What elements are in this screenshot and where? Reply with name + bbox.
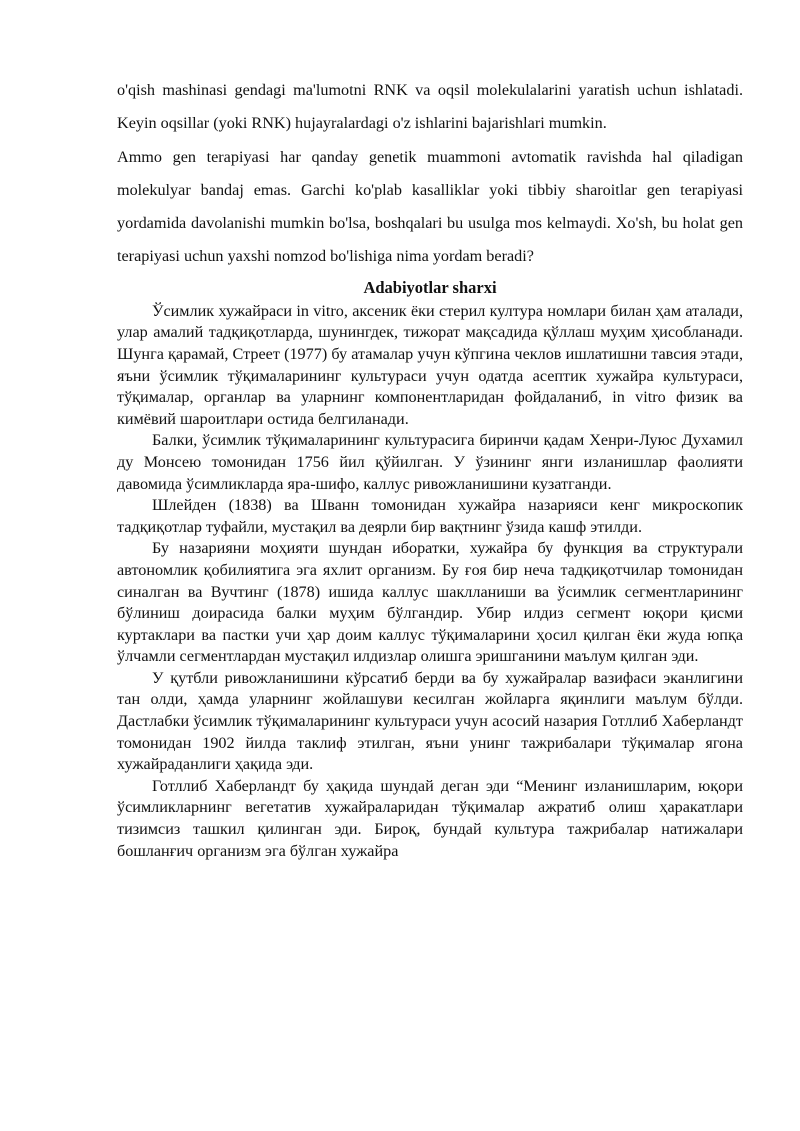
- document-page: [117, 74, 743, 862]
- review-paragraph-2: Балки, ўсимлик тўқималарининг культурасига биринчи қадам Хенри-Луюс Духамил ду Монсею томонидан 1756 йил қўйилган. У ўзининг янги изланишлар фаолияти давомида ўсимликларда яра-шифо, каллус ривожланишини кузатганди.: [117, 431, 743, 493]
- section-heading: Adabiyotlar sharxi: [363, 277, 497, 297]
- intro-paragraph-1: o'qish mashinasi gendagi ma'lumotni RNK va oqsil molekulalarini yaratish uchun ishlatadi. Keyin oqsillar (yoki RNK) hujayralardagi o'z ishlarini bajarishlari mumkin.: [117, 81, 743, 133]
- intro-section: [117, 74, 743, 274]
- review-paragraph-4: Бу назарияни моҳияти шундан иборатки, хужайра бу функция ва структурали автономлик қобилиятига эга яхлит организм. Бу ғоя бир неча тадқиқотчилар томонидан синалган ва Вучтинг (1878) ишида каллус шаклланиши ва ўсимлик сегментларининг бўлиниш доирасида балки муҳим бўлгандир. Убир илдиз сегмент юқори қисми куртаклари ва пастки учи ҳар доим каллус тўқималарини ҳосил қилган ёки жуда юпқа ўлчамли сегментлардан мустақил илдизлар олишга эришганини маълум қилган эди.: [117, 539, 743, 666]
- literature-review-section: [117, 301, 743, 862]
- review-paragraph-5: У қутбли ривожланишини кўрсатиб берди ва бу хужайралар вазифаси эканлигини тан олди, ҳамда уларнинг жойлашуви кесилган жойларга яқинлиги маълум бўлди. Дастлабки ўсимлик тўқималарининг культураси учун асосий назария Готллиб Хаберландт томонидан 1902 йилда таклиф этилган, яъни унинг тажрибалари тўқималар ягона хужайраданлиги ҳақида эди.: [117, 668, 743, 774]
- review-paragraph-1: Ўсимлик хужайраси in vitro, аксеник ёки стерил култура номлари билан ҳам аталади, улар амалий тадқиқотларда, шунингдек, тижорат мақсадида қўллаш муҳим ҳисобланади. Шунга қарамай, Стреет (1977) бу атамалар учун кўпгина чеклов ишлатишни тавсия этади, яъни ўсимлик тўқималарининг культураси учун одатда асептик хужайра культураси, тўқималар, органлар ва уларнинг компонентларидан фойдаланиб, in vitro физик ва кимёвий шароитлари остида белгиланади.: [117, 301, 743, 428]
- intro-paragraph-2: Ammo gen terapiyasi har qanday genetik muammoni avtomatik ravishda hal qiladigan molekulyar bandaj emas. Garchi ko'plab kasalliklar yoki tibbiy sharoitlar gen terapiyasi yordamida davolanishi mumkin bo'lsa, boshqalari bu usulga mos kelmaydi. Xo'sh, bu holat gen terapiyasi uchun yaxshi nomzod bo'lishiga nima yordam beradi?: [117, 147, 743, 266]
- review-paragraph-3: Шлейден (1838) ва Шванн томонидан хужайра назарияси кенг микроскопик тадқиқотлар туфайли, мустақил ва деярли бир вақтнинг ўзида кашф этилди.: [117, 496, 743, 536]
- review-paragraph-6: Готллиб Хаберландт бу ҳақида шундай деган эди “Менинг изланишларим, юқори ўсимликларнинг вегетатив хужайраларидан тўқималар ажратиб олиш ҳаракатлари тизимсиз ташкил қилинган эди. Бироқ, бундай культура тажрибалар натижалари бошланғич организм эга бўлган хужайра: [117, 776, 743, 860]
